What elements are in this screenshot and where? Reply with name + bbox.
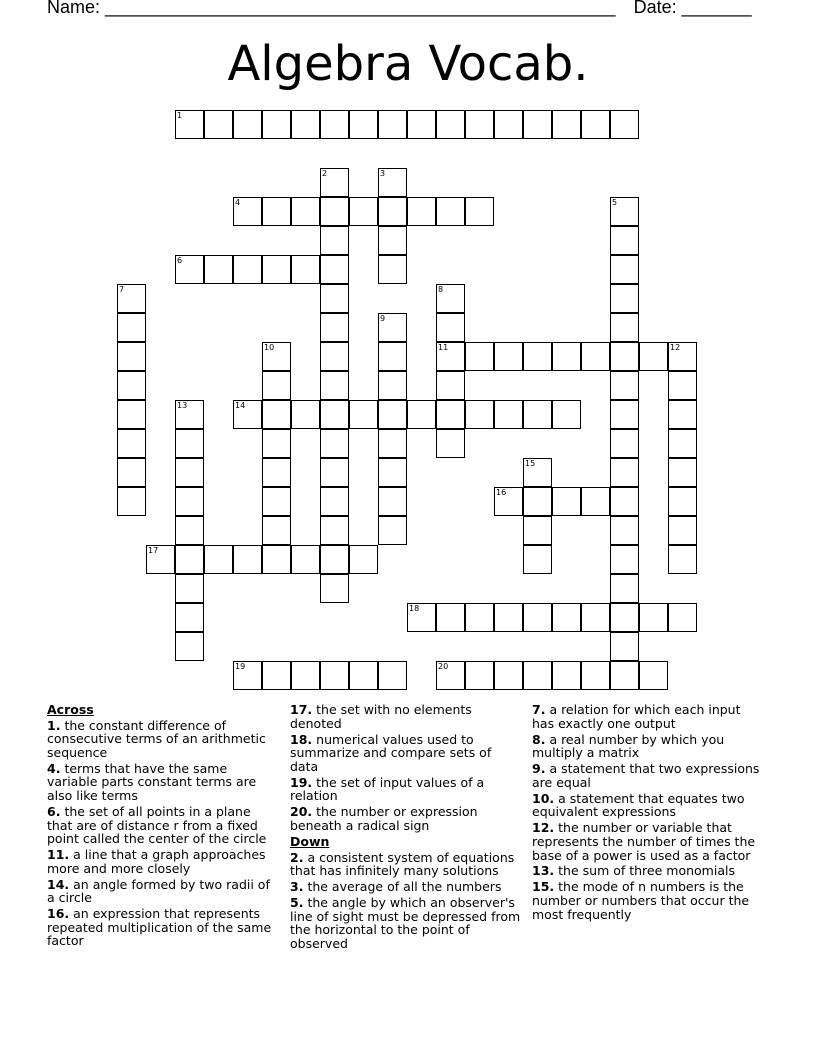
clue-across-19: 19. the set of input values of a relation	[290, 774, 485, 804]
grid-cell[interactable]	[175, 458, 204, 487]
grid-cell[interactable]	[610, 458, 639, 487]
grid-cell[interactable]	[262, 458, 291, 487]
grid-cell[interactable]	[291, 661, 320, 690]
grid-cell[interactable]	[320, 574, 349, 603]
clue-across-6: 6. the set of all points in a plane that are of distance r from a fixed point called the center of the circle	[47, 803, 267, 847]
grid-cell[interactable]	[436, 603, 465, 632]
grid-cell[interactable]	[668, 429, 697, 458]
grid-cell[interactable]	[262, 545, 291, 574]
clue-down-9: 9. a statement that two expressions are equal	[532, 761, 760, 790]
grid-cell[interactable]	[581, 110, 610, 139]
grid-cell[interactable]	[262, 255, 291, 284]
clue-across-17: 17. the set with no elements denoted	[290, 702, 472, 731]
grid-cell[interactable]	[465, 603, 494, 632]
grid-cell[interactable]	[407, 400, 436, 429]
clue-down-13: 13. the sum of three monomials	[532, 863, 735, 879]
grid-cell[interactable]	[610, 197, 639, 226]
clue-down-3: 3. the average of all the numbers	[290, 879, 502, 895]
grid-cell[interactable]	[523, 110, 552, 139]
clue-down-12: 12. the number or variable that represents the number of times the base of a power is used as a factor	[532, 820, 756, 863]
grid-cell[interactable]	[262, 516, 291, 545]
grid-cell[interactable]	[175, 603, 204, 632]
grid-cell[interactable]	[175, 429, 204, 458]
grid-cell[interactable]	[610, 661, 639, 690]
grid-cell[interactable]	[552, 342, 581, 371]
clue-across-20: 20. the number or expression beneath a radical sign	[290, 804, 478, 833]
down-heading: Down	[290, 833, 330, 849]
grid-cell[interactable]	[262, 197, 291, 226]
grid-cell[interactable]	[610, 284, 639, 313]
grid-cell[interactable]	[465, 400, 494, 429]
grid-cell[interactable]	[117, 313, 146, 342]
grid-cell[interactable]	[378, 371, 407, 400]
grid-cell[interactable]	[262, 400, 291, 429]
grid-cell[interactable]	[639, 661, 668, 690]
grid-cell[interactable]	[436, 429, 465, 458]
grid-cell[interactable]	[436, 313, 465, 342]
grid-cell[interactable]	[204, 545, 233, 574]
page-title: Algebra Vocab.	[227, 36, 589, 92]
grid-cell[interactable]	[465, 661, 494, 690]
grid-cell[interactable]	[320, 110, 349, 139]
clue-down-8: 8. a real number by which you multiply a matrix	[532, 731, 725, 761]
grid-cell[interactable]	[175, 545, 204, 574]
grid-cell[interactable]	[465, 110, 494, 139]
grid-cell[interactable]	[349, 400, 378, 429]
grid-cell[interactable]	[552, 110, 581, 139]
grid-cell[interactable]	[117, 284, 146, 313]
grid-cell[interactable]	[494, 400, 523, 429]
grid-cell[interactable]	[552, 603, 581, 632]
grid-cell[interactable]	[349, 197, 378, 226]
grid-cell[interactable]	[581, 603, 610, 632]
grid-cell[interactable]	[320, 284, 349, 313]
grid-cell[interactable]	[117, 458, 146, 487]
grid-cell[interactable]	[523, 487, 552, 516]
clue-number: 15	[525, 459, 536, 468]
clue-number: 14	[235, 401, 246, 410]
clue-number: 6	[177, 256, 183, 265]
grid-cell[interactable]	[233, 110, 262, 139]
grid-cell[interactable]	[117, 429, 146, 458]
grid-cell[interactable]	[117, 400, 146, 429]
grid-cell[interactable]	[552, 400, 581, 429]
grid-cell[interactable]	[610, 400, 639, 429]
grid-cell[interactable]	[378, 197, 407, 226]
grid-cell[interactable]	[436, 197, 465, 226]
grid-cell[interactable]	[117, 487, 146, 516]
grid-cell[interactable]	[175, 110, 204, 139]
grid-cell[interactable]	[378, 458, 407, 487]
grid-cell[interactable]	[262, 342, 291, 371]
clue-number: 9	[380, 314, 386, 323]
clue-across-4: 4. terms that have the same variable parts constant terms are also like terms	[47, 760, 257, 803]
grid-cell[interactable]	[175, 574, 204, 603]
grid-cell[interactable]	[320, 226, 349, 255]
clue-number: 19	[235, 662, 246, 671]
grid-cell[interactable]	[233, 545, 262, 574]
clue-number: 5	[612, 198, 618, 207]
grid-cell[interactable]	[349, 110, 378, 139]
grid-cell[interactable]	[204, 110, 233, 139]
grid-cell[interactable]	[523, 516, 552, 545]
grid-cell[interactable]	[494, 487, 523, 516]
grid-cell[interactable]	[320, 255, 349, 284]
grid-cell[interactable]	[320, 545, 349, 574]
clue-number: 8	[438, 285, 444, 294]
grid-cell[interactable]	[523, 661, 552, 690]
grid-cell[interactable]	[610, 603, 639, 632]
clue-number: 10	[264, 343, 275, 352]
clues-column-3	[532, 703, 764, 924]
grid-cell[interactable]	[610, 255, 639, 284]
grid-cell[interactable]	[436, 371, 465, 400]
grid-cell[interactable]	[233, 661, 262, 690]
grid-cell[interactable]	[610, 313, 639, 342]
grid-cell[interactable]	[407, 603, 436, 632]
grid-cell[interactable]	[320, 371, 349, 400]
grid-cell[interactable]	[291, 255, 320, 284]
grid-cell[interactable]	[668, 342, 697, 371]
grid-cell[interactable]	[668, 545, 697, 574]
grid-cell[interactable]	[320, 342, 349, 371]
grid-cell[interactable]	[378, 342, 407, 371]
date-field[interactable]: Date: _______	[633, 0, 752, 17]
grid-cell[interactable]	[320, 429, 349, 458]
grid-cell[interactable]	[494, 661, 523, 690]
grid-cell[interactable]	[146, 545, 175, 574]
clue-down-5: 5. the angle by which an observer's line of sight must be depressed from the horizontal to the point of observed	[290, 895, 521, 951]
clue-across-16: 16. an expression that represents repeated multiplication of the same factor	[47, 906, 272, 949]
grid-cell[interactable]	[378, 110, 407, 139]
grid-cell[interactable]	[523, 458, 552, 487]
grid-cell[interactable]	[581, 661, 610, 690]
grid-cell[interactable]	[291, 110, 320, 139]
grid-cell[interactable]	[465, 342, 494, 371]
grid-cell[interactable]	[320, 458, 349, 487]
grid-cell[interactable]	[610, 342, 639, 371]
clue-number: 12	[670, 343, 681, 352]
grid-cell[interactable]	[639, 603, 668, 632]
grid-cell[interactable]	[262, 429, 291, 458]
grid-cell[interactable]	[291, 545, 320, 574]
grid-cell[interactable]	[262, 487, 291, 516]
clue-number: 11	[438, 343, 449, 352]
clue-across-14: 14. an angle formed by two radii of a circle	[47, 876, 270, 906]
grid-cell[interactable]	[494, 110, 523, 139]
clue-number: 1	[177, 111, 183, 120]
grid-cell[interactable]	[436, 342, 465, 371]
grid-cell[interactable]	[552, 487, 581, 516]
grid-cell[interactable]	[581, 342, 610, 371]
grid-cell[interactable]	[436, 400, 465, 429]
grid-cell[interactable]	[378, 516, 407, 545]
grid-cell[interactable]	[523, 603, 552, 632]
grid-cell[interactable]	[610, 545, 639, 574]
clue-down-15: 15. the mode of n numbers is the number or numbers that occur the most frequently	[532, 879, 750, 922]
grid-cell[interactable]	[436, 110, 465, 139]
grid-cell[interactable]	[233, 197, 262, 226]
grid-cell[interactable]	[610, 487, 639, 516]
grid-cell[interactable]	[175, 516, 204, 545]
clue-down-2: 2. a consistent system of equations that has infinitely many solutions	[290, 849, 515, 879]
grid-cell[interactable]	[639, 342, 668, 371]
grid-cell[interactable]	[175, 487, 204, 516]
grid-cell[interactable]	[175, 632, 204, 661]
clue-number: 16	[496, 488, 507, 497]
grid-cell[interactable]	[349, 661, 378, 690]
grid-cell[interactable]	[378, 255, 407, 284]
grid-cell[interactable]	[523, 545, 552, 574]
grid-cell[interactable]	[581, 487, 610, 516]
grid-cell[interactable]	[320, 313, 349, 342]
grid-cell[interactable]	[610, 226, 639, 255]
grid-cell[interactable]	[175, 400, 204, 429]
grid-cell[interactable]	[320, 400, 349, 429]
grid-cell[interactable]	[233, 255, 262, 284]
grid-cell[interactable]	[552, 661, 581, 690]
grid-cell[interactable]	[407, 197, 436, 226]
grid-cell[interactable]	[610, 371, 639, 400]
grid-cell[interactable]	[262, 371, 291, 400]
clue-down-10: 10. a statement that equates two equivalent expressions	[532, 790, 745, 820]
clue-number: 7	[119, 285, 125, 294]
grid-cell[interactable]	[320, 168, 349, 197]
grid-cell[interactable]	[291, 197, 320, 226]
grid-cell[interactable]	[668, 603, 697, 632]
grid-cell[interactable]	[465, 197, 494, 226]
grid-cell[interactable]	[262, 661, 291, 690]
clue-number: 3	[380, 169, 386, 178]
grid-cell[interactable]	[320, 661, 349, 690]
clue-number: 2	[322, 169, 328, 178]
clue-across-18: 18. numerical values used to summarize and compare sets of data	[290, 731, 492, 774]
grid-cell[interactable]	[378, 661, 407, 690]
grid-cell[interactable]	[407, 110, 436, 139]
grid-cell[interactable]	[349, 545, 378, 574]
grid-cell[interactable]	[175, 255, 204, 284]
grid-cell[interactable]	[233, 400, 262, 429]
grid-cell[interactable]	[204, 255, 233, 284]
clues-column-2	[290, 703, 522, 953]
grid-cell[interactable]	[378, 226, 407, 255]
grid-cell[interactable]	[523, 342, 552, 371]
grid-cell[interactable]	[668, 516, 697, 545]
across-heading: Across	[47, 702, 94, 717]
grid-cell[interactable]	[378, 313, 407, 342]
grid-cell[interactable]	[668, 371, 697, 400]
grid-cell[interactable]	[494, 342, 523, 371]
grid-cell[interactable]	[320, 487, 349, 516]
grid-cell[interactable]	[320, 197, 349, 226]
clue-number: 17	[148, 546, 159, 555]
grid-cell[interactable]	[436, 284, 465, 313]
grid-cell[interactable]	[494, 603, 523, 632]
grid-cell[interactable]	[610, 110, 639, 139]
grid-cell[interactable]	[291, 400, 320, 429]
grid-cell[interactable]	[117, 371, 146, 400]
grid-cell[interactable]	[436, 661, 465, 690]
name-field[interactable]: Name: ___________________________________________________	[47, 0, 616, 17]
grid-cell[interactable]	[668, 487, 697, 516]
clue-number: 4	[235, 198, 241, 207]
grid-cell[interactable]	[610, 632, 639, 661]
grid-cell[interactable]	[262, 110, 291, 139]
grid-cell[interactable]	[378, 429, 407, 458]
clues-column-1	[47, 703, 279, 950]
grid-cell[interactable]	[610, 516, 639, 545]
clue-down-7: 7. a relation for which each input has exactly one output	[532, 702, 741, 731]
clue-across-11: 11. a line that a graph approaches more and more closely	[47, 847, 266, 876]
grid-cell[interactable]	[378, 487, 407, 516]
clue-number: 13	[177, 401, 188, 410]
grid-cell[interactable]	[378, 400, 407, 429]
grid-cell[interactable]	[320, 516, 349, 545]
grid-cell[interactable]	[378, 168, 407, 197]
clue-number: 18	[409, 604, 420, 613]
grid-cell[interactable]	[668, 458, 697, 487]
clue-across-1: 1. the constant difference of consecutive terms of an arithmetic sequence	[47, 717, 266, 760]
grid-cell[interactable]	[668, 400, 697, 429]
clue-number: 20	[438, 662, 449, 671]
grid-cell[interactable]	[610, 574, 639, 603]
grid-cell[interactable]	[523, 400, 552, 429]
grid-cell[interactable]	[610, 429, 639, 458]
grid-cell[interactable]	[117, 342, 146, 371]
